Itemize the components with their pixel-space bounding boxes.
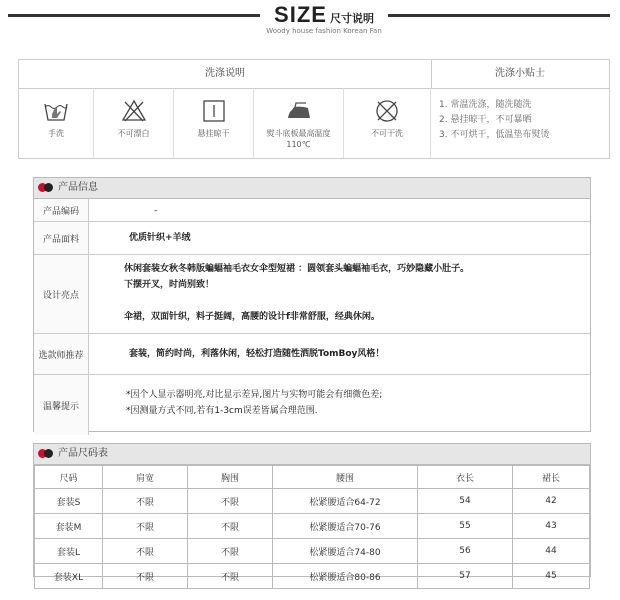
table-cell: 55 xyxy=(418,514,513,539)
hang-dry-icon xyxy=(200,98,228,124)
product-info-section xyxy=(33,177,591,432)
column-header: 腰围 xyxy=(273,466,418,489)
notice-line: *因测量方式不同,若有1-3cm误差皆属合理范围. xyxy=(126,406,318,416)
wash-item-label: 熨斗底板最高温度110℃ xyxy=(266,129,331,149)
product-info-header xyxy=(34,178,590,199)
bullet-icon xyxy=(44,449,53,458)
bullet-icon xyxy=(44,183,53,192)
size-table-section xyxy=(33,443,591,583)
table-row xyxy=(35,489,590,514)
info-row-fabric xyxy=(34,222,590,255)
info-value xyxy=(126,387,582,419)
wash-item-label: 不可漂白 xyxy=(117,129,150,138)
no-dry-clean-icon xyxy=(373,98,401,124)
info-label: 选款师推荐 xyxy=(34,334,89,374)
wash-tip: 1. 常温洗涤，随洗随洗 xyxy=(439,100,532,110)
info-label: 产品编码 xyxy=(34,199,89,221)
table-cell: 45 xyxy=(513,564,590,589)
info-row-recommend xyxy=(34,334,590,375)
size-table-header xyxy=(34,444,590,465)
table-cell: 不限 xyxy=(103,489,188,514)
info-label: 设计亮点 xyxy=(34,255,89,333)
info-value: - xyxy=(154,206,158,216)
table-cell: 57 xyxy=(418,564,513,589)
wash-item-no-bleach xyxy=(94,88,174,158)
table-cell: 套装S xyxy=(35,489,103,514)
iron-icon xyxy=(284,98,314,124)
wash-item-label: 手洗 xyxy=(48,129,64,138)
page-title xyxy=(262,2,386,28)
hand-wash-icon xyxy=(42,98,70,124)
table-cell: 54 xyxy=(418,489,513,514)
column-header: 胸围 xyxy=(188,466,273,489)
info-row-design xyxy=(34,255,590,334)
wash-item-no-dry-clean xyxy=(344,88,431,158)
table-cell: 不限 xyxy=(103,539,188,564)
page-subtitle: Woody house fashion Korean Fan xyxy=(266,27,382,35)
table-cell: 不限 xyxy=(188,489,273,514)
wash-item-iron xyxy=(254,88,344,158)
design-line xyxy=(124,293,582,309)
table-cell: 松紧腰适合70-76 xyxy=(273,514,418,539)
no-bleach-icon xyxy=(120,98,148,124)
table-row xyxy=(35,564,590,589)
table-cell: 套装M xyxy=(35,514,103,539)
wash-tips-list xyxy=(439,98,549,143)
info-label: 温馨提示 xyxy=(34,375,89,435)
wash-panel xyxy=(18,59,610,159)
table-cell: 42 xyxy=(513,489,590,514)
design-line: 伞裙，双面针织，料子挺阔，高腰的设计f非常舒服，经典休闲。 xyxy=(124,312,380,322)
table-cell: 不限 xyxy=(188,539,273,564)
header-rule-left xyxy=(8,14,260,17)
table-row xyxy=(35,539,590,564)
wash-tip: 2. 悬挂晾干，不可暴晒 xyxy=(439,115,532,125)
info-value: 套装，简约时尚，利落休闲，轻松打造随性洒脱TomBoy风格！ xyxy=(129,349,385,359)
column-header: 衣长 xyxy=(418,466,513,489)
table-cell: 不限 xyxy=(188,514,273,539)
size-table-head-row xyxy=(35,466,590,489)
wash-title: 洗涤说明 xyxy=(19,60,432,89)
table-cell: 43 xyxy=(513,514,590,539)
table-cell: 松紧腰适合80-86 xyxy=(273,564,418,589)
table-row xyxy=(35,514,590,539)
wash-tips-title: 洗涤小贴士 xyxy=(431,60,609,89)
design-line: 下摆开叉，时尚别致！ xyxy=(124,280,215,290)
size-title-cn: 尺寸说明 xyxy=(329,12,374,25)
design-line: 休闲套装女秋冬韩版蝙蝠袖毛衣女伞型短裙 ：圆领套头蝙蝠袖毛衣，巧妙隐藏小肚子。 xyxy=(124,264,470,274)
table-cell: 套装L xyxy=(35,539,103,564)
size-table xyxy=(34,465,590,589)
wash-item-label: 悬挂晾干 xyxy=(197,129,230,138)
wash-item-hand-wash xyxy=(19,88,94,158)
table-cell: 套装XL xyxy=(35,564,103,589)
wash-item-hang-dry xyxy=(174,88,254,158)
table-cell: 44 xyxy=(513,539,590,564)
table-cell: 松紧腰适合64-72 xyxy=(273,489,418,514)
info-row-code xyxy=(34,199,590,222)
product-info-title: 产品信息 xyxy=(58,182,98,193)
size-title: SIZE xyxy=(274,2,327,27)
info-value xyxy=(124,261,582,325)
info-label: 产品面料 xyxy=(34,222,89,254)
table-cell: 不限 xyxy=(103,514,188,539)
column-header: 尺码 xyxy=(35,466,103,489)
header-rule-right xyxy=(388,14,610,17)
wash-item-label: 不可干洗 xyxy=(371,129,403,138)
notice-line: *因个人显示器明亮,对比显示差异,图片与实物可能会有细微色差; xyxy=(126,390,383,400)
table-cell: 56 xyxy=(418,539,513,564)
info-value: 优质针织+羊绒 xyxy=(129,233,191,243)
column-header: 裙长 xyxy=(513,466,590,489)
table-cell: 松紧腰适合74-80 xyxy=(273,539,418,564)
table-cell: 不限 xyxy=(103,564,188,589)
column-header: 肩宽 xyxy=(103,466,188,489)
size-table-title: 产品尺码表 xyxy=(58,448,108,459)
wash-tip: 3. 不可烘干，低温垫布熨烫 xyxy=(439,130,550,140)
table-cell: 不限 xyxy=(188,564,273,589)
info-row-notice xyxy=(34,375,590,435)
